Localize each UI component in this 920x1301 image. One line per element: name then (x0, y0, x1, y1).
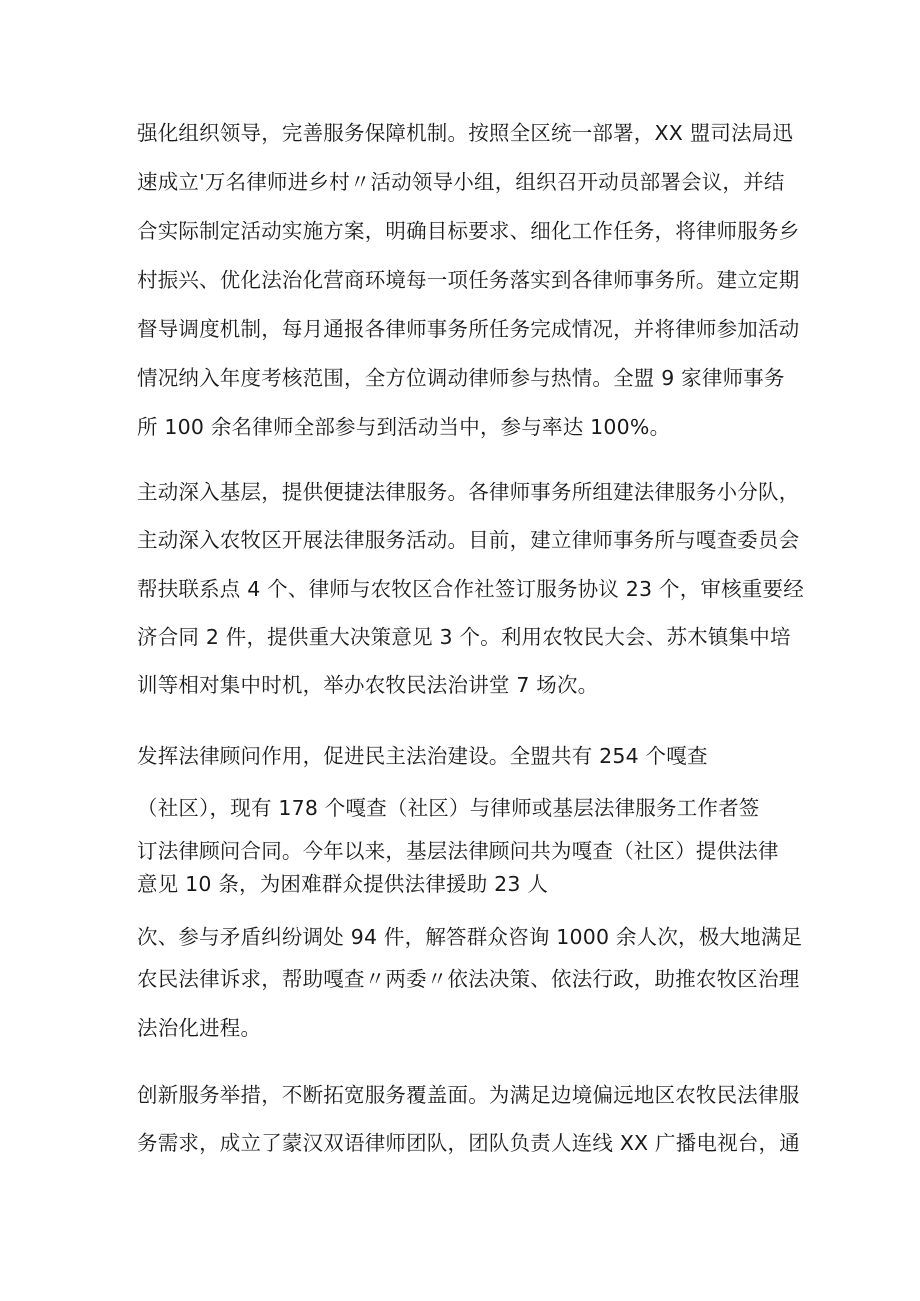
text-line: 强化组织领导，完善服务保障机制。按照全区统一部署，XX 盟司法局迅 (137, 121, 794, 145)
text-line: 意见 10 条，为困难群众提供法律援助 23 人 (137, 872, 549, 896)
text-line: 次、参与矛盾纠纷调处 94 件，解答群众咨询 1000 余人次，极大地满足 (137, 925, 803, 949)
text-line: 法治化进程。 (137, 1016, 262, 1040)
text-line: 所 100 余名律师全部参与到活动当中，参与率达 100%。 (137, 415, 671, 439)
text-line: 主动深入农牧区开展法律服务活动。目前，建立律师事务所与嘎查委员会 (137, 528, 800, 552)
text-line: 帮扶联系点 4 个、律师与农牧区合作社签订服务协议 23 个，审核重要经 (137, 577, 804, 601)
text-line: 发挥法律顾问作用，促进民主法治建设。全盟共有 254 个嘎查 (137, 744, 708, 768)
text-line: 速成立'万名律师进乡村〃活动领导小组，组织召开动员部署会议，并结 (137, 170, 785, 194)
text-line: 订法律顾问合同。今年以来，基层法律顾问共为嘎查（社区）提供法律 (137, 839, 779, 863)
text-line: 情况纳入年度考核范围，全方位调动律师参与热情。全盟 9 家律师事务 (137, 366, 785, 390)
text-line: 训等相对集中时机，举办农牧民法治讲堂 7 场次。 (137, 673, 599, 697)
text-line: 务需求，成立了蒙汉双语律师团队，团队负责人连线 XX 广播电视台，通 (137, 1131, 800, 1155)
text-line: （社区），现有 178 个嘎查（社区）与律师或基层法律服务工作者签 (137, 796, 760, 820)
text-line: 合实际制定活动实施方案，明确目标要求、细化工作任务，将律师服务乡 (137, 219, 800, 243)
text-line: 主动深入基层，提供便捷法律服务。各律师事务所组建法律服务小分队， (137, 480, 800, 504)
text-line: 创新服务举措，不断拓宽服务覆盖面。为满足边境偏远地区农牧民法律服 (137, 1083, 800, 1107)
text-line: 村振兴、优化法治化营商环境每一项任务落实到各律师事务所。建立定期 (137, 268, 800, 292)
text-line: 济合同 2 件，提供重大决策意见 3 个。利用农牧民大会、苏木镇集中培 (137, 625, 791, 649)
text-line: 督导调度机制，每月通报各律师事务所任务完成情况，并将律师参加活动 (137, 317, 800, 341)
text-line: 农民法律诉求，帮助嘎查〃两委〃依法决策、依法行政，助推农牧区治理 (137, 967, 800, 991)
